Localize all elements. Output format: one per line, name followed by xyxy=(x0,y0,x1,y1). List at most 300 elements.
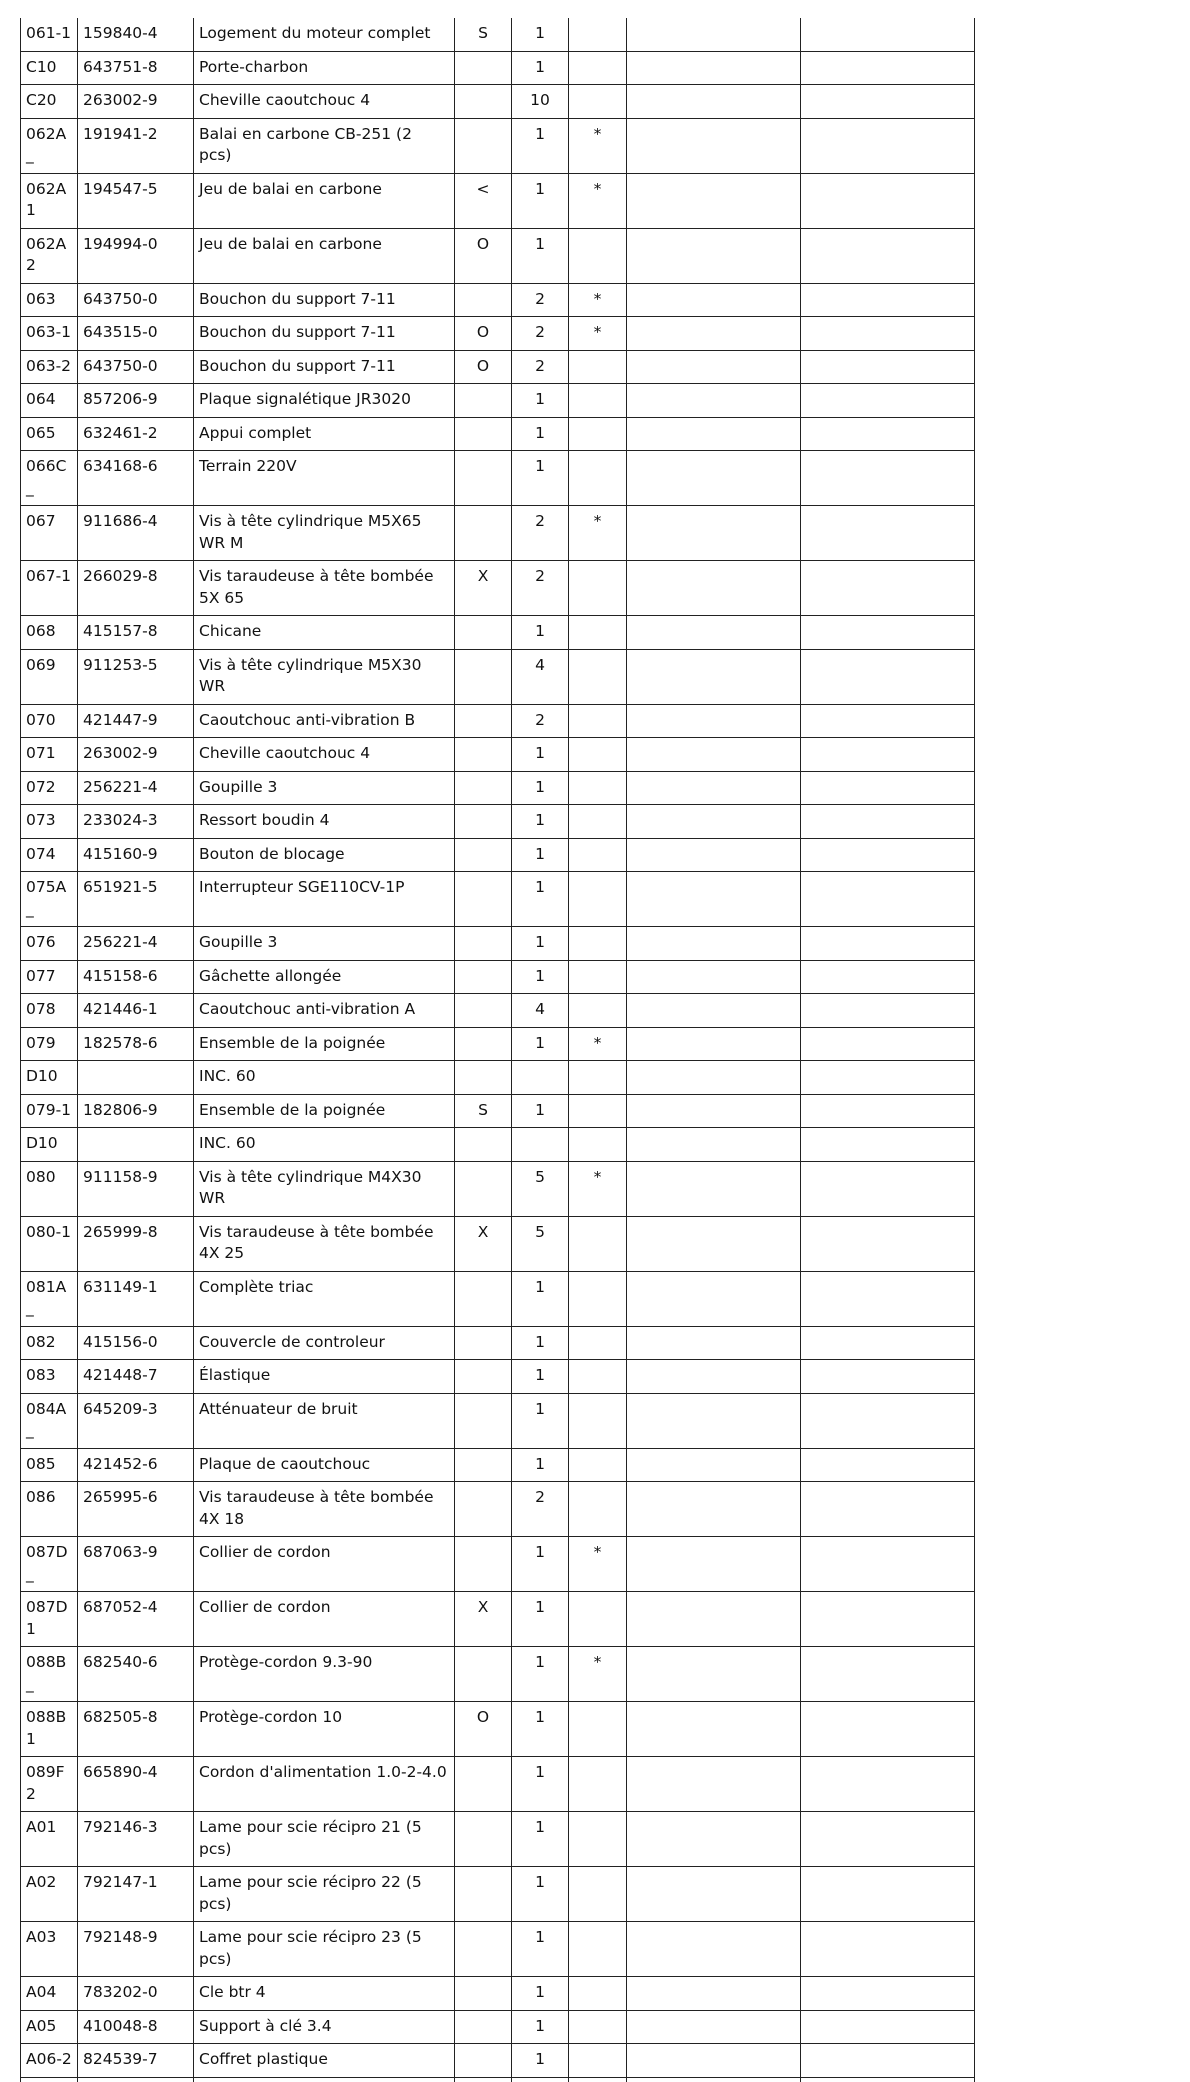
item-number-cell: A01 xyxy=(21,1812,78,1867)
note-cell: S xyxy=(455,18,512,51)
item-number-cell: A02 xyxy=(21,1867,78,1922)
quantity-cell xyxy=(512,1128,569,1162)
mark-cell xyxy=(569,350,627,384)
note-cell: S xyxy=(455,1094,512,1128)
blank-cell xyxy=(801,417,975,451)
note-cell xyxy=(455,384,512,418)
blank-cell xyxy=(801,738,975,772)
mark-cell: * xyxy=(569,317,627,351)
quantity-cell: 2 xyxy=(512,704,569,738)
note-cell xyxy=(455,994,512,1028)
item-number-cell: 063 xyxy=(21,283,78,317)
quantity-cell: 1 xyxy=(512,1393,569,1448)
part-number-cell: 857206-9 xyxy=(78,384,194,418)
table-row xyxy=(21,1393,975,1448)
part-number-cell: 191941-2 xyxy=(78,118,194,173)
note-cell xyxy=(455,1161,512,1216)
mark-cell xyxy=(569,1702,627,1757)
blank-cell xyxy=(627,1326,801,1360)
description-cell: Cordon d'alimentation 1.0-2-4.0 xyxy=(194,1757,455,1812)
blank-cell xyxy=(801,1448,975,1482)
part-number-cell: 783202-0 xyxy=(78,1977,194,2011)
blank-cell xyxy=(627,1977,801,2011)
item-number-cell: 077 xyxy=(21,960,78,994)
part-number-cell: 263002-9 xyxy=(78,738,194,772)
table-row xyxy=(21,1757,975,1812)
mark-cell xyxy=(569,704,627,738)
quantity-cell: 1 xyxy=(512,1977,569,2011)
quantity-cell: 1 xyxy=(512,1922,569,1977)
blank-cell xyxy=(627,1061,801,1095)
table-row xyxy=(21,1027,975,1061)
table-row xyxy=(21,1922,975,1977)
table-row xyxy=(21,85,975,119)
blank-cell xyxy=(801,506,975,561)
table-row xyxy=(21,1448,975,1482)
table-row xyxy=(21,1537,975,1592)
description-cell: Coffret plastique xyxy=(194,2044,455,2078)
mark-cell xyxy=(569,1061,627,1095)
quantity-cell: 1 xyxy=(512,18,569,51)
blank-cell xyxy=(627,1161,801,1216)
mark-cell xyxy=(569,805,627,839)
quantity-cell: 1 xyxy=(512,1867,569,1922)
item-number-cell: 079-1 xyxy=(21,1094,78,1128)
quantity-cell: 1 xyxy=(512,1360,569,1394)
quantity-cell: 1 xyxy=(512,1702,569,1757)
table-row-continuation xyxy=(21,2077,975,2082)
blank-cell xyxy=(627,1393,801,1448)
table-row xyxy=(21,1094,975,1128)
part-number-cell: 792148-9 xyxy=(78,1922,194,1977)
mark-cell xyxy=(569,1977,627,2011)
note-cell: O xyxy=(455,1702,512,1757)
mark-cell xyxy=(569,1216,627,1271)
description-cell: Collier de cordon xyxy=(194,1537,455,1592)
part-number-cell: 194547-5 xyxy=(78,173,194,228)
part-number-cell: 643515-0 xyxy=(78,317,194,351)
table-row xyxy=(21,228,975,283)
table-row xyxy=(21,927,975,961)
table-row xyxy=(21,805,975,839)
blank-cell xyxy=(801,838,975,872)
description-cell: Ensemble de la poignée xyxy=(194,1027,455,1061)
blank-cell xyxy=(627,506,801,561)
description-cell: Vis taraudeuse à tête bombée 5X 65 xyxy=(194,561,455,616)
table-row xyxy=(21,118,975,173)
item-number-cell: 063-1 xyxy=(21,317,78,351)
quantity-cell: 4 xyxy=(512,994,569,1028)
part-number-cell: 265995-6 xyxy=(78,1482,194,1537)
blank-cell xyxy=(512,2077,569,2082)
description-cell: Vis à tête cylindrique M5X30 WR xyxy=(194,649,455,704)
description-cell: Chicane xyxy=(194,616,455,650)
mark-cell xyxy=(569,838,627,872)
blank-cell xyxy=(801,872,975,927)
blank-cell xyxy=(627,1216,801,1271)
table-row xyxy=(21,451,975,506)
blank-cell xyxy=(801,350,975,384)
description-cell: Bouchon du support 7-11 xyxy=(194,317,455,351)
item-number-cell: 064 xyxy=(21,384,78,418)
quantity-cell: 1 xyxy=(512,451,569,506)
mark-cell xyxy=(569,2044,627,2078)
mark-cell xyxy=(569,51,627,85)
blank-cell xyxy=(801,283,975,317)
mark-cell xyxy=(569,771,627,805)
blank-cell xyxy=(627,1702,801,1757)
part-number-cell: 415157-8 xyxy=(78,616,194,650)
note-cell xyxy=(455,1812,512,1867)
table-row xyxy=(21,738,975,772)
item-number-cell: 078 xyxy=(21,994,78,1028)
part-number-cell: 256221-4 xyxy=(78,927,194,961)
note-cell xyxy=(455,1360,512,1394)
description-cell: Lame pour scie récipro 22 (5 pcs) xyxy=(194,1867,455,1922)
blank-cell xyxy=(801,1393,975,1448)
part-number-cell: 263002-9 xyxy=(78,85,194,119)
parts-table-body xyxy=(21,18,975,2082)
quantity-cell: 1 xyxy=(512,51,569,85)
table-row xyxy=(21,1702,975,1757)
mark-cell xyxy=(569,1592,627,1647)
blank-cell xyxy=(627,1757,801,1812)
quantity-cell: 1 xyxy=(512,2044,569,2078)
note-cell xyxy=(455,1482,512,1537)
blank-cell xyxy=(627,2077,801,2082)
part-number-cell: 687052-4 xyxy=(78,1592,194,1647)
quantity-cell: 1 xyxy=(512,927,569,961)
quantity-cell: 1 xyxy=(512,1592,569,1647)
table-row xyxy=(21,771,975,805)
note-cell xyxy=(455,506,512,561)
blank-cell xyxy=(627,118,801,173)
note-cell xyxy=(455,1326,512,1360)
part-number-cell: 421452-6 xyxy=(78,1448,194,1482)
mark-cell: * xyxy=(569,283,627,317)
item-number-cell: 083 xyxy=(21,1360,78,1394)
blank-cell xyxy=(627,1537,801,1592)
description-cell: Plaque de caoutchouc xyxy=(194,1448,455,1482)
note-cell xyxy=(455,649,512,704)
table-row xyxy=(21,2044,975,2078)
table-row xyxy=(21,51,975,85)
mark-cell: * xyxy=(569,1647,627,1702)
blank-cell xyxy=(627,2044,801,2078)
part-number-cell: 265999-8 xyxy=(78,1216,194,1271)
blank-cell xyxy=(801,960,975,994)
blank-cell xyxy=(801,1128,975,1162)
item-number-cell: 084A_ xyxy=(21,1393,78,1448)
part-number-cell: 159840-4 xyxy=(78,18,194,51)
quantity-cell: 1 xyxy=(512,1094,569,1128)
note-cell xyxy=(455,1977,512,2011)
mark-cell xyxy=(569,1922,627,1977)
note-cell xyxy=(455,85,512,119)
blank-cell xyxy=(627,771,801,805)
quantity-cell: 1 xyxy=(512,616,569,650)
table-row xyxy=(21,18,975,51)
blank-cell xyxy=(627,451,801,506)
item-number-cell: D10 xyxy=(21,1061,78,1095)
description-cell: Cle btr 4 xyxy=(194,1977,455,2011)
mark-cell xyxy=(569,18,627,51)
note-cell xyxy=(455,1027,512,1061)
description-cell: Goupille 3 xyxy=(194,927,455,961)
mark-cell xyxy=(569,927,627,961)
quantity-cell: 1 xyxy=(512,1647,569,1702)
table-row xyxy=(21,1161,975,1216)
description-cell: Vis à tête cylindrique M4X30 WR xyxy=(194,1161,455,1216)
item-number-cell: 072 xyxy=(21,771,78,805)
table-row xyxy=(21,872,975,927)
quantity-cell: 2 xyxy=(512,283,569,317)
blank-cell xyxy=(801,771,975,805)
blank-cell xyxy=(801,1812,975,1867)
mark-cell xyxy=(569,1867,627,1922)
part-number-cell: 911253-5 xyxy=(78,649,194,704)
quantity-cell: 1 xyxy=(512,1448,569,1482)
blank-cell xyxy=(801,1360,975,1394)
table-row xyxy=(21,616,975,650)
blank-cell xyxy=(627,704,801,738)
description-cell: Bouchon du support 7-11 xyxy=(194,350,455,384)
quantity-cell: 1 xyxy=(512,1027,569,1061)
description-cell: Élastique xyxy=(194,1360,455,1394)
blank-cell xyxy=(801,1867,975,1922)
note-cell: O xyxy=(455,350,512,384)
part-number-cell xyxy=(78,1128,194,1162)
table-row xyxy=(21,506,975,561)
part-number-cell xyxy=(78,1061,194,1095)
blank-cell xyxy=(801,704,975,738)
note-cell: O xyxy=(455,317,512,351)
table-row xyxy=(21,2010,975,2044)
item-number-cell: 062A2 xyxy=(21,228,78,283)
blank-cell xyxy=(801,1592,975,1647)
blank-cell xyxy=(627,738,801,772)
description-cell: Plaque signalétique JR3020 xyxy=(194,384,455,418)
description-cell: Vis à tête cylindrique M5X65 WR M xyxy=(194,506,455,561)
blank-cell xyxy=(627,872,801,927)
note-cell xyxy=(455,838,512,872)
note-cell xyxy=(455,1393,512,1448)
note-cell xyxy=(455,927,512,961)
note-cell xyxy=(455,118,512,173)
blank-cell xyxy=(627,994,801,1028)
blank-cell xyxy=(801,1537,975,1592)
description-cell: Logement du moteur complet xyxy=(194,18,455,51)
blank-cell xyxy=(627,350,801,384)
note-cell xyxy=(455,771,512,805)
blank-cell xyxy=(627,317,801,351)
part-number-cell: 421448-7 xyxy=(78,1360,194,1394)
item-number-cell: 063-2 xyxy=(21,350,78,384)
blank-cell xyxy=(801,2010,975,2044)
quantity-cell: 1 xyxy=(512,838,569,872)
mark-cell xyxy=(569,1360,627,1394)
blank-cell xyxy=(801,616,975,650)
parts-table xyxy=(20,18,975,2082)
item-number-cell: A03 xyxy=(21,1922,78,1977)
description-cell: Couvercle de controleur xyxy=(194,1326,455,1360)
blank-cell xyxy=(627,1922,801,1977)
note-cell: X xyxy=(455,1592,512,1647)
blank-cell xyxy=(801,2044,975,2078)
mark-cell xyxy=(569,1812,627,1867)
part-number-cell: 643750-0 xyxy=(78,350,194,384)
mark-cell xyxy=(569,1757,627,1812)
note-cell xyxy=(455,51,512,85)
note-cell xyxy=(455,738,512,772)
part-number-cell: 911686-4 xyxy=(78,506,194,561)
note-cell xyxy=(455,283,512,317)
blank-cell xyxy=(78,2077,194,2082)
blank-cell xyxy=(627,85,801,119)
note-cell xyxy=(455,1647,512,1702)
description-cell: Protège-cordon 10 xyxy=(194,1702,455,1757)
description-cell: Ressort boudin 4 xyxy=(194,805,455,839)
blank-cell xyxy=(627,2010,801,2044)
blank-cell xyxy=(627,1027,801,1061)
part-number-cell: 421446-1 xyxy=(78,994,194,1028)
note-cell xyxy=(455,1061,512,1095)
description-cell: Vis taraudeuse à tête bombée 4X 25 xyxy=(194,1216,455,1271)
blank-cell xyxy=(801,1094,975,1128)
item-number-cell: A05 xyxy=(21,2010,78,2044)
note-cell xyxy=(455,1448,512,1482)
part-number-cell: 682505-8 xyxy=(78,1702,194,1757)
quantity-cell: 1 xyxy=(512,1812,569,1867)
mark-cell xyxy=(569,85,627,119)
item-number-cell: 075A_ xyxy=(21,872,78,927)
blank-cell xyxy=(569,2077,627,2082)
blank-cell xyxy=(627,1867,801,1922)
blank-cell xyxy=(627,228,801,283)
blank-cell xyxy=(801,1757,975,1812)
blank-cell xyxy=(801,1326,975,1360)
blank-cell xyxy=(801,228,975,283)
description-cell: Lame pour scie récipro 21 (5 pcs) xyxy=(194,1812,455,1867)
item-number-cell: 066C_ xyxy=(21,451,78,506)
blank-cell xyxy=(801,118,975,173)
blank-cell xyxy=(627,927,801,961)
description-cell: Collier de cordon xyxy=(194,1592,455,1647)
mark-cell xyxy=(569,738,627,772)
blank-cell xyxy=(627,384,801,418)
table-row xyxy=(21,317,975,351)
quantity-cell: 1 xyxy=(512,872,569,927)
quantity-cell: 1 xyxy=(512,805,569,839)
table-row xyxy=(21,1061,975,1095)
blank-cell xyxy=(801,85,975,119)
item-number-cell: D10 xyxy=(21,1128,78,1162)
item-number-cell: 080-1 xyxy=(21,1216,78,1271)
description-cell: Cheville caoutchouc 4 xyxy=(194,738,455,772)
description-cell: Protège-cordon 9.3-90 xyxy=(194,1647,455,1702)
item-number-cell: 068 xyxy=(21,616,78,650)
blank-cell xyxy=(801,1161,975,1216)
description-cell: Jeu de balai en carbone xyxy=(194,173,455,228)
mark-cell xyxy=(569,1448,627,1482)
blank-cell xyxy=(801,1647,975,1702)
table-row xyxy=(21,1271,975,1326)
description-cell: Atténuateur de bruit xyxy=(194,1393,455,1448)
item-number-cell: 067-1 xyxy=(21,561,78,616)
blank-cell xyxy=(194,2077,455,2082)
mark-cell xyxy=(569,649,627,704)
mark-cell xyxy=(569,616,627,650)
quantity-cell: 1 xyxy=(512,384,569,418)
blank-cell xyxy=(801,2077,975,2082)
note-cell xyxy=(455,616,512,650)
note-cell xyxy=(455,805,512,839)
table-row xyxy=(21,1592,975,1647)
part-number-cell: 631149-1 xyxy=(78,1271,194,1326)
table-row xyxy=(21,283,975,317)
item-number-cell: A06-2 xyxy=(21,2044,78,2078)
note-cell: O xyxy=(455,228,512,283)
mark-cell: * xyxy=(569,173,627,228)
blank-cell xyxy=(627,1482,801,1537)
item-number-cell: 088B_ xyxy=(21,1647,78,1702)
blank-cell xyxy=(627,1647,801,1702)
blank-cell xyxy=(801,649,975,704)
note-cell xyxy=(455,451,512,506)
blank-cell xyxy=(627,805,801,839)
item-number-cell: 085 xyxy=(21,1448,78,1482)
quantity-cell: 1 xyxy=(512,1757,569,1812)
description-cell: Porte-charbon xyxy=(194,51,455,85)
table-row xyxy=(21,838,975,872)
table-row xyxy=(21,704,975,738)
mark-cell xyxy=(569,417,627,451)
quantity-cell: 5 xyxy=(512,1216,569,1271)
part-number-cell: 665890-4 xyxy=(78,1757,194,1812)
mark-cell xyxy=(569,1482,627,1537)
quantity-cell: 1 xyxy=(512,1537,569,1592)
blank-cell xyxy=(801,451,975,506)
table-row xyxy=(21,960,975,994)
part-number-cell: 634168-6 xyxy=(78,451,194,506)
mark-cell xyxy=(569,994,627,1028)
blank-cell xyxy=(455,2077,512,2082)
blank-cell xyxy=(801,1702,975,1757)
item-number-cell: 088B1 xyxy=(21,1702,78,1757)
mark-cell xyxy=(569,960,627,994)
blank-cell xyxy=(627,1271,801,1326)
table-row xyxy=(21,1216,975,1271)
table-row xyxy=(21,1128,975,1162)
blank-cell xyxy=(801,384,975,418)
item-number-cell: 080 xyxy=(21,1161,78,1216)
quantity-cell: 4 xyxy=(512,649,569,704)
note-cell xyxy=(455,1537,512,1592)
quantity-cell: 1 xyxy=(512,118,569,173)
item-number-cell: C20 xyxy=(21,85,78,119)
note-cell: X xyxy=(455,561,512,616)
item-number-cell: 082 xyxy=(21,1326,78,1360)
quantity-cell: 1 xyxy=(512,417,569,451)
item-number-cell: 069 xyxy=(21,649,78,704)
mark-cell xyxy=(569,872,627,927)
item-number-cell: 073 xyxy=(21,805,78,839)
blank-cell xyxy=(801,927,975,961)
part-number-cell: 415160-9 xyxy=(78,838,194,872)
blank-cell xyxy=(801,173,975,228)
description-cell: Goupille 3 xyxy=(194,771,455,805)
quantity-cell: 10 xyxy=(512,85,569,119)
